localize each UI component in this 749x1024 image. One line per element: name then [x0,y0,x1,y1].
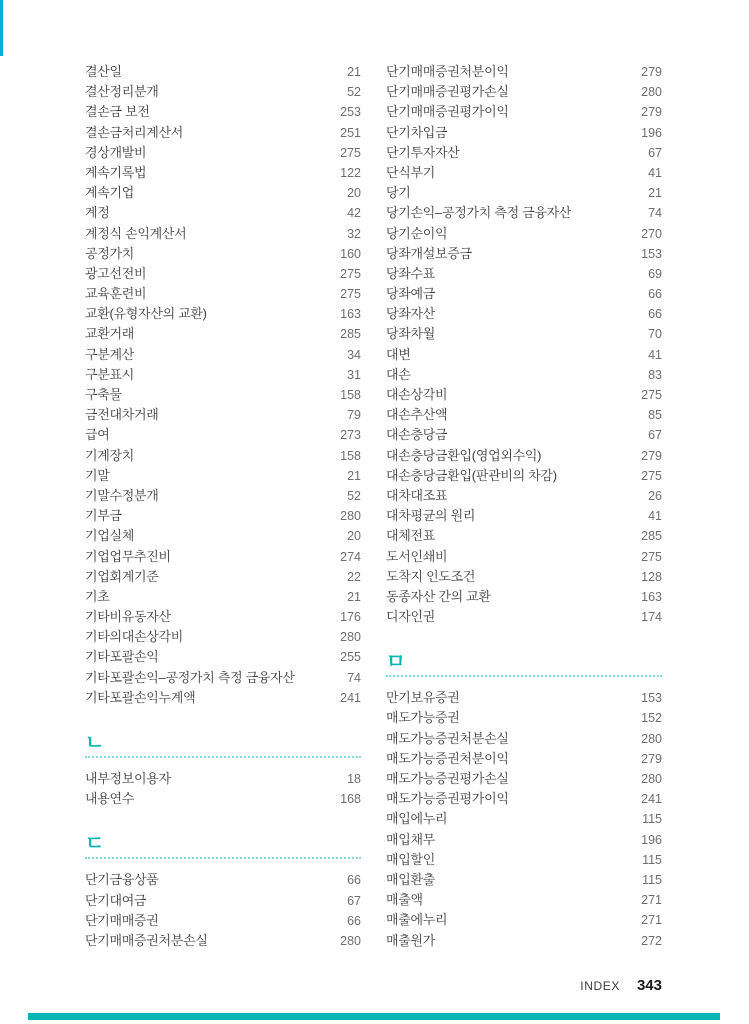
index-page-number: 255 [340,650,361,665]
index-term: 기타포괄손익 [85,649,159,665]
index-entry-row [386,244,662,264]
index-term: 결산일 [85,64,122,79]
index-entry-row [386,345,662,365]
index-entry-row [85,405,361,425]
index-term: 단기매매증권 [85,912,159,928]
index-entry-row [386,890,662,910]
index-term: 대손충당금 [386,427,448,443]
index-entry-row [85,163,361,183]
index-entry-row [386,62,662,82]
index-entry-row [386,224,662,244]
index-term: 금전대차거래 [85,407,159,423]
index-term: 단기매매증권처분이익 [386,64,509,79]
index-term: 대손충당금환입(영업외수익) [386,447,542,463]
index-entry-row [386,688,662,708]
index-entry-row [386,587,662,607]
index-entry-row [85,82,361,102]
index-page-number: 271 [641,913,662,928]
index-page-number: 69 [648,266,662,281]
section-letter: ㄴ [85,732,105,754]
index-page-number: 31 [347,367,361,382]
index-page-number: 20 [347,186,361,201]
index-term: 매도가능증권평가손실 [386,771,509,786]
index-entry-row [85,688,361,708]
index-term: 기말수정분개 [85,487,159,503]
index-entry-row [85,123,361,143]
index-page-number: 253 [340,105,361,120]
index-term: 단기금융상품 [85,872,159,888]
index-page-number: 280 [340,509,361,524]
index-page-number: 85 [648,408,662,423]
index-page-number: 280 [340,933,361,948]
index-page-number: 32 [347,226,361,241]
index-entry-row [386,163,662,183]
index-term: 결손금 보전 [85,104,150,120]
index-term: 매출원가 [386,932,436,948]
index-entry-row [386,405,662,425]
index-term: 매출에누리 [386,912,448,928]
index-entry-row [386,264,662,284]
index-term: 단기차입금 [386,124,448,140]
index-page-number: 83 [648,367,662,382]
index-term: 대손충당금환입(판관비의 차감) [386,467,557,483]
index-page-number: 66 [347,913,361,928]
index-page-number: 168 [340,792,361,807]
index-entry-row [386,830,662,850]
index-entry-row [386,769,662,789]
index-term: 기부금 [85,508,122,524]
index-entry-row [386,910,662,930]
index-term: 기업회계기준 [85,568,159,584]
index-page-number: 152 [641,711,662,726]
index-entry-row [85,324,361,344]
index-entry-row [85,425,361,445]
index-page-number: 274 [340,549,361,564]
index-term: 대손추산액 [386,407,448,423]
index-page-number: 280 [641,731,662,746]
index-term: 단기매매증권평가이익 [386,104,509,120]
index-page-number: 52 [347,488,361,503]
index-page-number: 66 [648,307,662,322]
index-page-number: 41 [648,165,662,180]
index-page-number: 66 [648,287,662,302]
index-term: 당좌자산 [386,306,436,322]
index-page-number: 26 [648,488,662,503]
index-page-number: 273 [340,428,361,443]
index-term: 당기손익–공정가치 측정 금융자산 [386,205,572,221]
index-entry-row [85,143,361,163]
index-columns [85,62,662,951]
index-entry-row [386,567,662,587]
index-term: 내부정보이용자 [85,771,171,786]
index-page-number: 34 [347,347,361,362]
index-term: 매입채무 [386,831,436,847]
index-page-number: 280 [641,85,662,100]
index-page-number: 41 [648,509,662,524]
index-entry-row [85,526,361,546]
index-entry-row [85,647,361,667]
index-page-number: 115 [642,812,662,827]
index-term: 단기투자자산 [386,144,460,160]
index-entry-row [386,365,662,385]
index-entry-row [386,708,662,728]
index-page-number: 153 [641,691,662,706]
index-entry-row [386,324,662,344]
index-term: 기업업무추진비 [85,548,171,564]
index-term: 교환(유형자산의 교환) [85,306,207,322]
index-entry-row [386,203,662,223]
index-entry-row [386,82,662,102]
index-entry-row [386,526,662,546]
index-entry-row [85,385,361,405]
index-entry-row [85,264,361,284]
index-term: 도착지 인도조건 [386,568,476,584]
index-term: 단기대여금 [85,892,147,908]
index-entry-row [85,587,361,607]
index-entry-row [85,365,361,385]
index-page-number: 74 [347,670,361,685]
index-term: 대차평균의 원리 [386,508,476,524]
index-entry-row [386,102,662,122]
index-page-number: 66 [347,873,361,888]
page-footer [580,977,662,994]
index-page-number: 158 [340,448,361,463]
index-term: 기말 [85,467,110,483]
index-term: 교환거래 [85,326,135,342]
index-page-number: 279 [641,448,662,463]
index-term: 매도가능증권평가이익 [386,791,509,807]
index-term: 기타비유동자산 [85,609,171,625]
index-page-number: 67 [648,145,662,160]
index-entry-row [85,931,361,951]
index-page-number: 280 [641,772,662,786]
index-term: 도서인쇄비 [386,548,448,564]
index-term: 광고선전비 [85,265,147,281]
index-page-number: 70 [648,327,662,342]
index-entry-row [85,203,361,223]
section-header [386,652,662,677]
index-entry-row [85,789,361,809]
index-page-number: 21 [648,186,662,201]
index-term: 매입환출 [386,871,436,887]
index-term: 만기보유증권 [386,690,460,706]
index-entry-row [386,183,662,203]
index-page-number: 67 [648,428,662,443]
index-entry-row [386,870,662,890]
index-entry-row [85,607,361,627]
index-entry-row [85,891,361,911]
index-entry-row [85,244,361,264]
index-entry-row [386,446,662,466]
index-page-number: 79 [347,408,361,423]
index-term: 매도가능증권처분손실 [386,730,509,746]
index-entry-row [85,224,361,244]
index-page-number: 241 [641,792,662,807]
index-page-number: 52 [347,85,361,100]
index-term: 대차대조표 [386,487,448,503]
index-term: 구분표시 [85,366,135,382]
index-entry-row [85,911,361,931]
index-term: 매도가능증권처분이익 [386,750,509,766]
index-term: 당좌차월 [386,326,436,342]
index-entry-row [85,284,361,304]
index-page-number: 275 [340,266,361,281]
index-entry-row [386,143,662,163]
index-page-number: 74 [648,206,662,221]
index-page-number: 18 [347,772,361,786]
index-page-number: 280 [340,630,361,645]
index-page-number: 272 [641,933,662,948]
index-term: 결손금처리계산서 [85,124,184,140]
index-term: 구분계산 [85,346,135,362]
index-page-number: 279 [641,105,662,120]
index-page-number: 163 [641,589,662,604]
index-entry-row [386,425,662,445]
index-page-number: 270 [641,226,662,241]
section-divider-dotted-line [85,756,361,758]
index-entry-row [85,547,361,567]
index-term: 계속기업 [85,185,135,201]
index-entry-row [85,62,361,82]
footer-page-number: 343 [636,977,662,994]
index-page-number: 115 [642,872,662,887]
index-entry-row [386,931,662,951]
section-header [85,834,361,859]
index-page-number: 285 [340,327,361,342]
index-entry-row [386,729,662,749]
index-page-number: 42 [347,206,361,221]
index-page-number: 158 [340,388,361,402]
top-left-accent-bar [0,0,3,56]
index-page-number: 275 [340,287,361,302]
index-entry-row [85,446,361,466]
index-page-number: 22 [347,569,361,584]
footer-index-label: INDEX [580,979,620,993]
index-term: 매도가능증권 [386,710,460,726]
index-entry-row [85,567,361,587]
index-page-number: 21 [347,65,361,79]
index-column-right [386,62,662,951]
index-column-left [85,62,361,951]
index-term: 내용연수 [85,791,135,807]
index-entry-row [386,850,662,870]
section-divider-dotted-line [386,675,662,677]
index-term: 디자인권 [386,609,436,625]
index-term: 당좌예금 [386,286,436,302]
index-term: 기타포괄손익누계액 [85,689,196,705]
index-term: 단식부기 [386,164,436,180]
index-entry-row [386,789,662,809]
index-page-number: 275 [641,468,662,483]
index-term: 당기순이익 [386,225,448,241]
index-page-number: 251 [340,125,361,140]
index-entry-row [386,547,662,567]
index-entry-row [85,870,361,890]
index-entry-row [386,486,662,506]
index-entry-row [85,183,361,203]
section-letter: ㄷ [85,833,105,856]
index-term: 매출액 [386,892,423,908]
index-term: 대체전표 [386,528,436,544]
index-term: 계정 [85,205,110,221]
index-entry-row [85,668,361,688]
index-entry-row [386,466,662,486]
index-term: 당좌수표 [386,265,436,281]
index-entry-row [386,123,662,143]
index-term: 경상개발비 [85,144,147,160]
index-page-number: 115 [642,852,662,867]
index-term: 구축물 [85,387,122,402]
index-entry-row [386,284,662,304]
index-term: 단기매매증권평가손실 [386,84,509,100]
index-entry-row [386,809,662,829]
index-entry-row [85,627,361,647]
index-page-number: 21 [347,468,361,483]
index-entry-row [386,304,662,324]
index-term: 기타포괄손익–공정가치 측정 금융자산 [85,669,295,685]
index-term: 계정식 손익계산서 [85,225,187,241]
index-page-number: 153 [641,246,662,261]
index-page-number: 41 [648,347,662,362]
index-entry-row [85,769,361,789]
index-term: 대손 [386,366,411,382]
index-page-number: 279 [641,751,662,766]
index-page-number: 275 [641,549,662,564]
section-divider-dotted-line [85,857,361,859]
index-page-number: 122 [340,165,361,180]
index-term: 대손상각비 [386,387,448,402]
index-term: 동종자산 간의 교환 [386,588,491,604]
index-term: 매입에누리 [386,811,448,827]
index-page-number: 279 [641,65,662,79]
index-page-number: 21 [347,589,361,604]
index-page-number: 271 [641,893,662,908]
index-page-number: 176 [340,610,361,625]
index-page-number: 275 [641,388,662,402]
index-term: 매입할인 [386,851,436,867]
index-term: 대변 [386,346,411,362]
index-entry-row [386,607,662,627]
index-term: 공정가치 [85,245,135,261]
index-term: 기타의대손상각비 [85,629,184,645]
section-header [85,733,361,758]
index-entry-row [85,506,361,526]
index-entry-row [386,506,662,526]
index-entry-row [85,345,361,365]
index-term: 단기매매증권처분손실 [85,932,208,948]
index-term: 당좌개설보증금 [386,245,472,261]
index-term: 교육훈련비 [85,286,147,302]
index-page-number: 241 [340,690,361,705]
index-page-number: 128 [641,569,662,584]
index-term: 급여 [85,427,110,443]
section-letter: ㅁ [386,651,406,674]
index-page-number: 174 [641,610,662,625]
index-entry-row [85,304,361,324]
index-entry-row [386,385,662,405]
index-page-number: 160 [340,246,361,261]
index-page-number: 196 [641,832,662,847]
index-entry-row [386,749,662,769]
index-term: 기초 [85,588,110,604]
bottom-accent-bar [28,1013,720,1020]
index-entry-row [85,486,361,506]
index-page-number: 285 [641,529,662,544]
index-term: 당기 [386,185,411,201]
index-entry-row [85,466,361,486]
index-term: 계속기록법 [85,164,147,180]
index-page-number: 163 [340,307,361,322]
index-entry-row [85,102,361,122]
index-term: 기계장치 [85,447,135,463]
index-page-number: 67 [347,893,361,908]
index-page-number: 196 [641,125,662,140]
index-page-number: 275 [340,145,361,160]
index-term: 결산정리분개 [85,84,159,100]
index-page-number: 20 [347,529,361,544]
index-term: 기업실체 [85,528,135,544]
